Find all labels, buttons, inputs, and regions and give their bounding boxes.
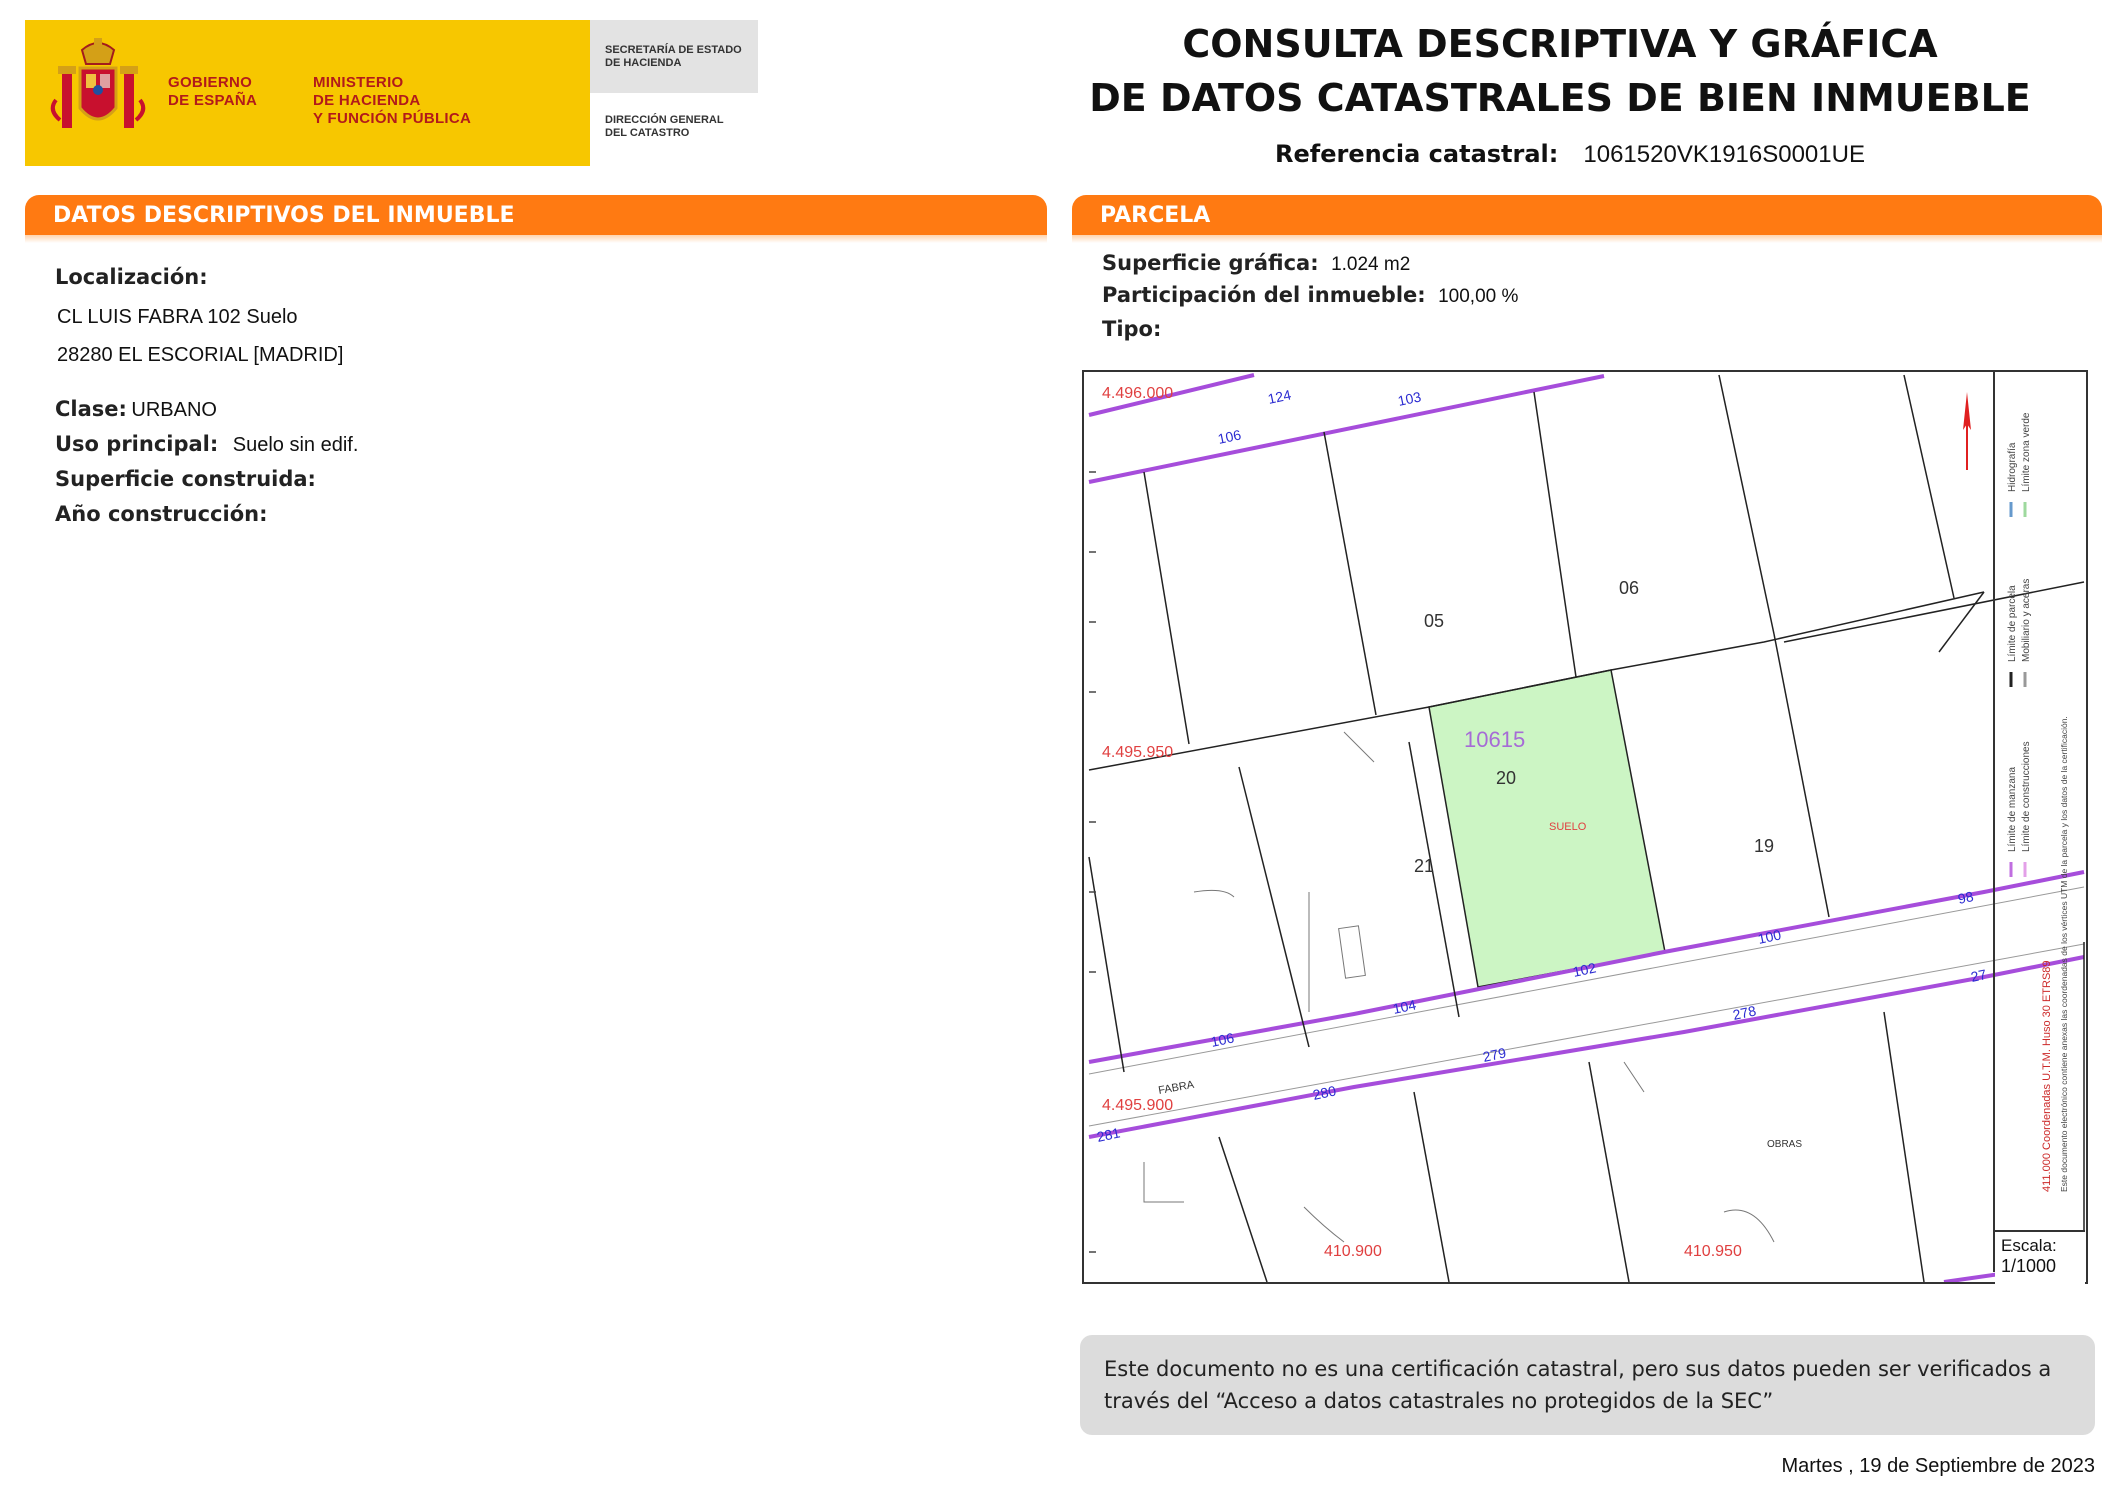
map-drawing [1084, 372, 2088, 1284]
uso-value: Suelo sin edif. [232, 434, 359, 456]
map-legend [1995, 372, 2085, 1230]
north-arrow-icon [1957, 390, 1977, 480]
page-title-line1: CONSULTA DESCRIPTIVA Y GRÁFICA [1182, 22, 1938, 66]
gobierno-text: GOBIERNO DE ESPAÑA [168, 74, 258, 109]
direccion-text: DIRECCIÓN GENERAL DEL CATASTRO [605, 114, 724, 139]
coord-x2: 410.950 [1684, 1243, 1742, 1260]
ref-value: 1061520VK1916S0001UE [1583, 141, 1865, 168]
legend-coords: 411.000 Coordenadas U.T.M. Huso 30 ETRS89 [2041, 960, 2053, 1192]
house-number: 124 [1266, 386, 1293, 407]
parcel-05: 05 [1424, 611, 1445, 631]
suelo-label: SUELO [1549, 821, 1587, 833]
superficie-grafica-row [1102, 251, 1410, 276]
house-number: 104 [1391, 996, 1418, 1017]
highlighted-parcel [1429, 670, 1665, 987]
house-number: 27 [1969, 966, 1988, 985]
street-label: FABRA [1157, 1078, 1196, 1097]
participacion-value: 100,00 % [1438, 286, 1519, 307]
house-number: 103 [1396, 388, 1423, 409]
house-number: 102 [1571, 959, 1598, 980]
scale-value: 1/1000 [2001, 1256, 2057, 1276]
scale-label: Escala: [2001, 1236, 2057, 1255]
clase-value: URBANO [131, 399, 217, 421]
house-number: 106 [1209, 1029, 1236, 1050]
legend-note: Este documento electrónico contiene anexas las coordenadas de los vértices UTM de la parcela y los datos de la certificación. [2059, 716, 2069, 1192]
clase-label: Clase: [55, 397, 127, 421]
participacion-label: Participación del inmueble: [1102, 283, 1426, 307]
tipo-label: Tipo: [1102, 317, 1162, 341]
legend-manzana: Límite de manzana [2007, 766, 2018, 852]
parcel-19: 19 [1754, 836, 1775, 856]
parcel-06: 06 [1619, 578, 1640, 598]
legend-construcciones: Límite de construcciones [2021, 741, 2032, 852]
legend-hidrografia: Hidrografía [2007, 442, 2018, 492]
ministerio-text: MINISTERIO DE HACIENDA Y FUNCIÓN PÚBLICA [313, 74, 472, 127]
legend-mobiliario: Mobiliario y aceras [2021, 578, 2032, 662]
coord-y2: 4.495.950 [1102, 744, 1174, 761]
coat-of-arms-icon [48, 38, 148, 148]
referencia-catastral [1275, 140, 1865, 169]
obras-label: OBRAS [1767, 1139, 1803, 1150]
clase-row [55, 397, 217, 422]
legend-parcela: Límite de parcela [2007, 585, 2018, 662]
house-number: 280 [1311, 1082, 1338, 1103]
localizacion-label: Localización: [55, 265, 208, 289]
cadastral-map [1082, 370, 2088, 1284]
parcela-section-header: PARCELA [1072, 195, 2102, 235]
ref-label: Referencia catastral: [1275, 140, 1559, 168]
coord-y3: 4.495.900 [1102, 1097, 1174, 1114]
block-ref: 10615 [1464, 727, 1526, 752]
anio-construccion-label: Año construcción: [55, 502, 268, 526]
address-line2: 28280 EL ESCORIAL [MADRID] [57, 344, 344, 366]
participacion-row [1102, 283, 1518, 308]
superficie-grafica-value: 1.024 m2 [1331, 254, 1411, 275]
uso-label: Uso principal: [55, 432, 219, 456]
legend-zona-verde: Límite zona verde [2021, 412, 2032, 492]
scale-box [1995, 1230, 2085, 1284]
secretaria-text: SECRETARÍA DE ESTADO DE HACIENDA [605, 44, 742, 69]
document-date: Martes , 19 de Septiembre de 2023 [1781, 1455, 2095, 1477]
house-number: 106 [1216, 426, 1243, 447]
house-number: 98 [1956, 888, 1975, 907]
superficie-construida-label: Superficie construida: [55, 467, 316, 491]
datos-section-header: DATOS DESCRIPTIVOS DEL INMUEBLE [25, 195, 1047, 235]
superficie-grafica-label: Superficie gráfica: [1102, 251, 1319, 275]
parcel-21: 21 [1414, 856, 1435, 876]
disclaimer-box: Este documento no es una certificación catastral, pero sus datos pueden ser verificados a través del “Acceso a datos catastrales no protegidos de la SEC” [1080, 1335, 2095, 1435]
uso-row [55, 432, 358, 457]
page-title-line2: DE DATOS CATASTRALES DE BIEN INMUEBLE [1089, 76, 2031, 120]
parcel-20: 20 [1496, 768, 1517, 788]
address-line1: CL LUIS FABRA 102 Suelo [57, 306, 298, 328]
house-number: 281 [1095, 1124, 1122, 1145]
coord-y1: 4.496.000 [1102, 385, 1174, 402]
coord-x1: 410.900 [1324, 1243, 1382, 1260]
house-number: 100 [1756, 926, 1783, 947]
house-number: 278 [1731, 1002, 1758, 1023]
house-number: 279 [1481, 1044, 1508, 1065]
